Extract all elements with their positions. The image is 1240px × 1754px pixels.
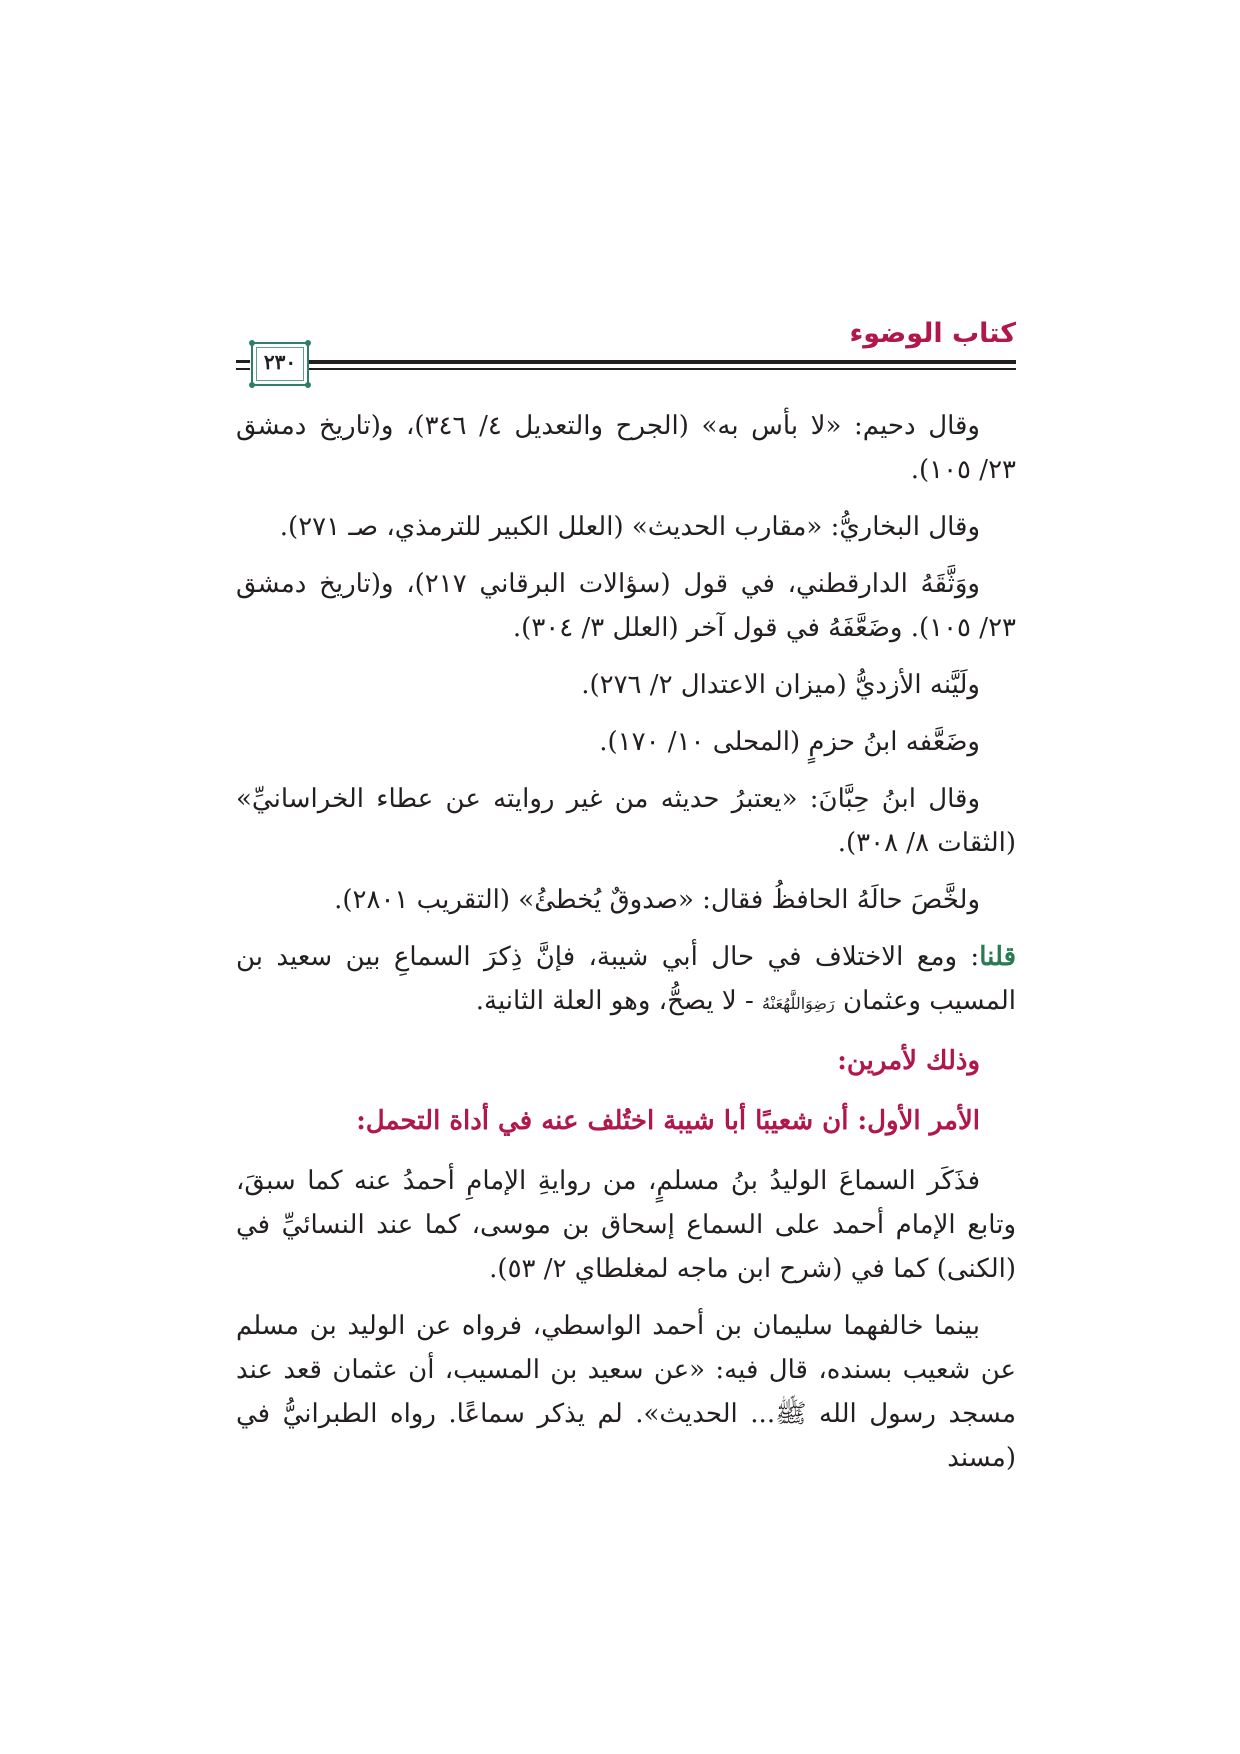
paragraph-qulna: [236, 935, 1016, 1026]
paragraph-sulayman: [236, 1304, 1016, 1480]
ornament-corner-icon: [305, 340, 311, 346]
paragraph-text: - لا يصحُّ، وهو العلة الثانية.: [475, 986, 763, 1016]
paragraph-text: بينما خالفهما سليمان بن أحمد الواسطي، فرواه عن الوليد بن مسلم عن شعيب بسنده، قال فيه: «عن سعيد بن المسيب، أن عثمان قعد عند مسجد رسول الله: [236, 1311, 1016, 1429]
paragraph-ibn-hazm: وضَعَّفه ابنُ حزمٍ (المحلى ١٠/ ١٧٠).: [599, 727, 980, 757]
paragraph-daraqutni: ووَثَّقَهُ الدارقطني، في قول (سؤالات البرقاني ٢١٧)، و(تاريخ دمشق ٢٣/ ١٠٥). وضَعَّفَهُ في قول آخر (العلل ٣/ ٣٠٤).: [236, 569, 1016, 643]
book-title: كتاب الوضوء: [849, 318, 1016, 349]
header-rule-thin: [306, 368, 1016, 370]
paragraph-hafiz: ولخَّصَ حالَهُ الحافظُ فقال: «صدوقٌ يُخطئُ» (التقريب ٢٨٠١).: [334, 885, 980, 915]
honorific-glyph: ﷺ: [775, 1399, 807, 1429]
page-number: ٢٣٠: [263, 350, 297, 374]
paragraph-ibn-hibban: وقال ابنُ حِبَّانَ: «يعتبرُ حديثه من غير روايته عن عطاء الخراسانيِّ» (الثقات ٨/ ٣٠٨).: [236, 784, 1016, 858]
header-rule-thick: [306, 360, 1016, 364]
paragraph-bukhari: وقال البخاريُّ: «مقارب الحديث» (العلل الكبير للترمذي، صـ ٢٧١).: [279, 512, 980, 542]
honorific-glyph: رَضِوَاللَّهُعَنْهُ: [762, 994, 835, 1013]
ornament-corner-icon: [305, 382, 311, 388]
page-number-badge: [251, 342, 309, 386]
heading-two-matters: وذلك لأمرين:: [837, 1046, 980, 1076]
page-header: [236, 318, 1016, 386]
lead-word: قلنا: [979, 942, 1016, 972]
heading-first-matter: الأمر الأول: أن شعيبًا أبا شيبة اختُلف عنه في أداة التحمل:: [356, 1106, 980, 1136]
header-rule-left-thin: [236, 368, 250, 370]
paragraph-text: : ومع الاختلاف في حال أبي شيبة، فإنَّ ذِكرَ السماعِ بين سعيد بن المسيب وعثمان: [236, 942, 1016, 1016]
header-rule-left: [236, 360, 250, 363]
paragraph-azdi: ولَيَّنه الأزديُّ (ميزان الاعتدال ٢/ ٢٧٦).: [581, 670, 980, 700]
paragraph-text: ... الحديث». لم يذكر سماعًا. رواه الطبرانيُّ في (مسند: [236, 1399, 1016, 1473]
paragraph-walid: فذَكَر السماعَ الوليدُ بنُ مسلمٍ، من روايةِ الإمامِ أحمدُ عنه كما سبقَ، وتابع الإمام أحمد على السماع إسحاق بن موسى، كما عند النسائيِّ في (الكنى) كما في (شرح ابن ماجه لمغلطاي ٢/ ٥٣).: [236, 1166, 1016, 1284]
ornament-corner-icon: [249, 382, 255, 388]
ornament-corner-icon: [249, 340, 255, 346]
paragraph-duhaym: وقال دحيم: «لا بأس به» (الجرح والتعديل ٤/ ٣٤٦)، و(تاريخ دمشق ٢٣/ ١٠٥).: [236, 411, 1016, 485]
main-text: [236, 404, 1016, 1493]
